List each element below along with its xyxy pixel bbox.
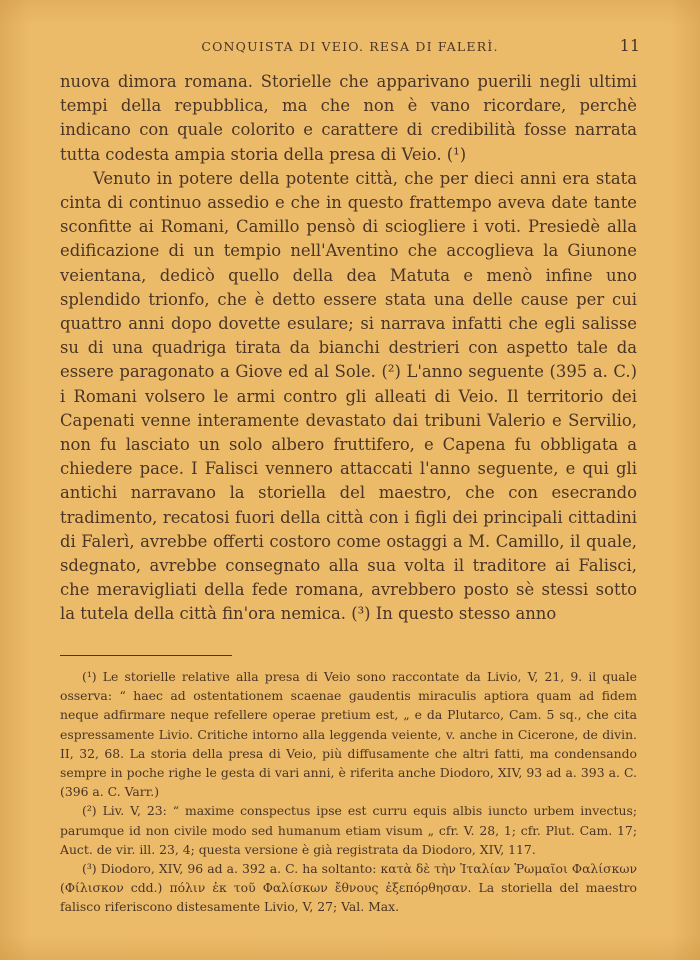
footnotes — [60, 667, 637, 917]
body-text — [60, 70, 637, 627]
footnote-divider — [60, 655, 232, 656]
footnote: (³) Diodoro, XIV, 96 ad a. 392 a. C. ha soltanto: κατὰ δὲ τὴν Ἰταλίαν Ῥωμαῖοι Φαλίσκων (Φίλισκον cdd.) πόλιν ἐκ τοῦ Φαλίσκων ἔθνους ἐξεπόρθησαν. La storiella del maestro falisco riferiscono distesamente Livio, V, 27; Val. Max. — [60, 861, 637, 915]
paragraph: nuova dimora romana. Storielle che apparivano puerili negli ultimi tempi della repubblica, ma che non è vano ricordare, perchè indicano con quale colorito e carattere di credibilità fosse narrata tutta codesta ampia storia della presa di Veio. (¹) — [60, 72, 637, 164]
footnote: (²) Liv. V, 23: “ maxime conspectus ipse est curru equis albis iuncto urbem invectus; parumque id non civile modo sed humanum etiam visum „ cfr. V. 28, 1; cfr. Plut. Cam. 17; Auct. de vir. ill. 23, 4; questa versione è già registrata da Diodoro, XIV, 117. — [60, 803, 637, 857]
running-title: CONQUISTA DI VEIO. RESA DI FALERÌ. — [201, 39, 499, 54]
page-header — [60, 36, 640, 56]
footnote: (¹) Le storielle relative alla presa di Veio sono raccontate da Livio, V, 21, 9. il quale osserva: “ haec ad ostentationem scaenae gaudentis miraculis aptiora quam ad fidem neque adfirmare neque refellere operae pretium est, „ e da Plutarco, Cam. 5 sq., che cita espressamente Livio. Critiche intorno alla leggenda veiente, v. anche in Cicerone, de divin. II, 32, 68. La storia della presa di Veio, più diffusamente che altri fatti, ma condensando sempre in poche righe le gesta di vari anni, è riferita anche Diodoro, XIV, 93 ad a. 393 a. C. (396 a. C. Varr.) — [60, 669, 637, 800]
paragraph: Venuto in potere della potente città, che per dieci anni era stata cinta di continuo assedio e che in questo frattempo aveva date tante sconfitte ai Romani, Camillo pensò di sciogliere i voti. Presiedè alla edificazione di un tempio nell'Aventino che accoglieva la Giunone veientana, dedicò quello della dea Matuta e menò infine uno splendido trionfo, che è detto essere stata una delle cause per cui quattro anni dopo dovette esulare; si narrava infatti che egli salisse su di una quadriga tirata da bianchi destrieri con aspetto tale da essere paragonato a Giove ed al Sole. (²) L'anno seguente (395 a. C.) i Romani volsero le armi contro gli alleati di Veio. Il territorio dei Capenati venne interamente devastato dai tribuni Valerio e Servilio, non fu lasciato un solo albero fruttifero, e Capena fu obbligata a chiedere pace. I Falisci vennero attaccati l'anno seguente, e qui gli antichi narravano la storiella del maestro, che con esecrando tradimento, recatosi fuori della città con i figli dei principali cittadini di Falerì, avrebbe offerti costoro come ostaggi a M. Camillo, il quale, sdegnato, avrebbe consegnato alla sua volta il traditore ai Falisci, che meravigliati della fede romana, avrebbero posto sè stessi sotto la tutela della città fin'ora nemica. (³) In questo stesso anno — [60, 168, 637, 624]
page-number: 11 — [619, 36, 640, 55]
